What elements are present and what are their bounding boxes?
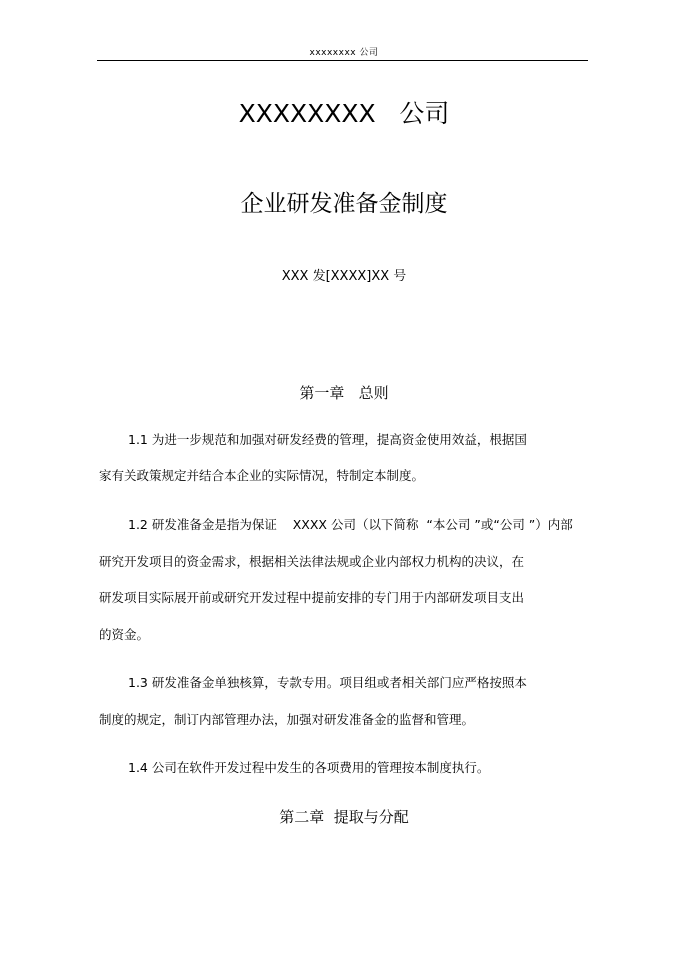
paragraph-1-4-line-1: 1.4 公司在软件开发过程中发生的各项费用的管理按本制度执行。 <box>128 760 490 775</box>
chapter-1-title: 第一章 总则 <box>299 384 389 402</box>
document-number: XXX 发[XXXX]XX 号 <box>281 269 407 284</box>
paragraph-1-2-line-1: 1.2 研发准备金是指为保证 XXXX 公司（以下简称 “本公司 ”或“公司 ”）内部 <box>128 517 573 532</box>
paragraph-1-2-line-3: 研发项目实际展开前或研究开发过程中提前安排的专门用于内部研发项目支出 <box>99 590 525 605</box>
paragraph-1-1-line-2: 家有关政策规定并结合本企业的实际情况，特制定本制度。 <box>99 468 425 483</box>
company-title: XXXXXXXX 公司 <box>238 99 450 128</box>
paragraph-1-3-line-1: 1.3 研发准备金单独核算，专款专用。项目组或者相关部门应严格按照本 <box>128 675 527 690</box>
document-title: 企业研发准备金制度 <box>240 191 448 217</box>
paragraph-1-2-line-2: 研究开发项目的资金需求，根据相关法律法规或企业内部权力机构的决议，在 <box>99 554 525 569</box>
paragraph-1-3-line-2: 制度的规定，制订内部管理办法，加强对研发准备金的监督和管理。 <box>99 712 475 727</box>
chapter-2-title: 第二章 提取与分配 <box>279 808 409 826</box>
page-header: xxxxxxxx 公司 <box>309 48 379 58</box>
paragraph-1-1-line-1: 1.1 为进一步规范和加强对研发经费的管理，提高资金使用效益，根据国 <box>128 432 527 447</box>
paragraph-1-2-line-4: 的资金。 <box>99 627 150 642</box>
header-rule <box>97 60 588 61</box>
